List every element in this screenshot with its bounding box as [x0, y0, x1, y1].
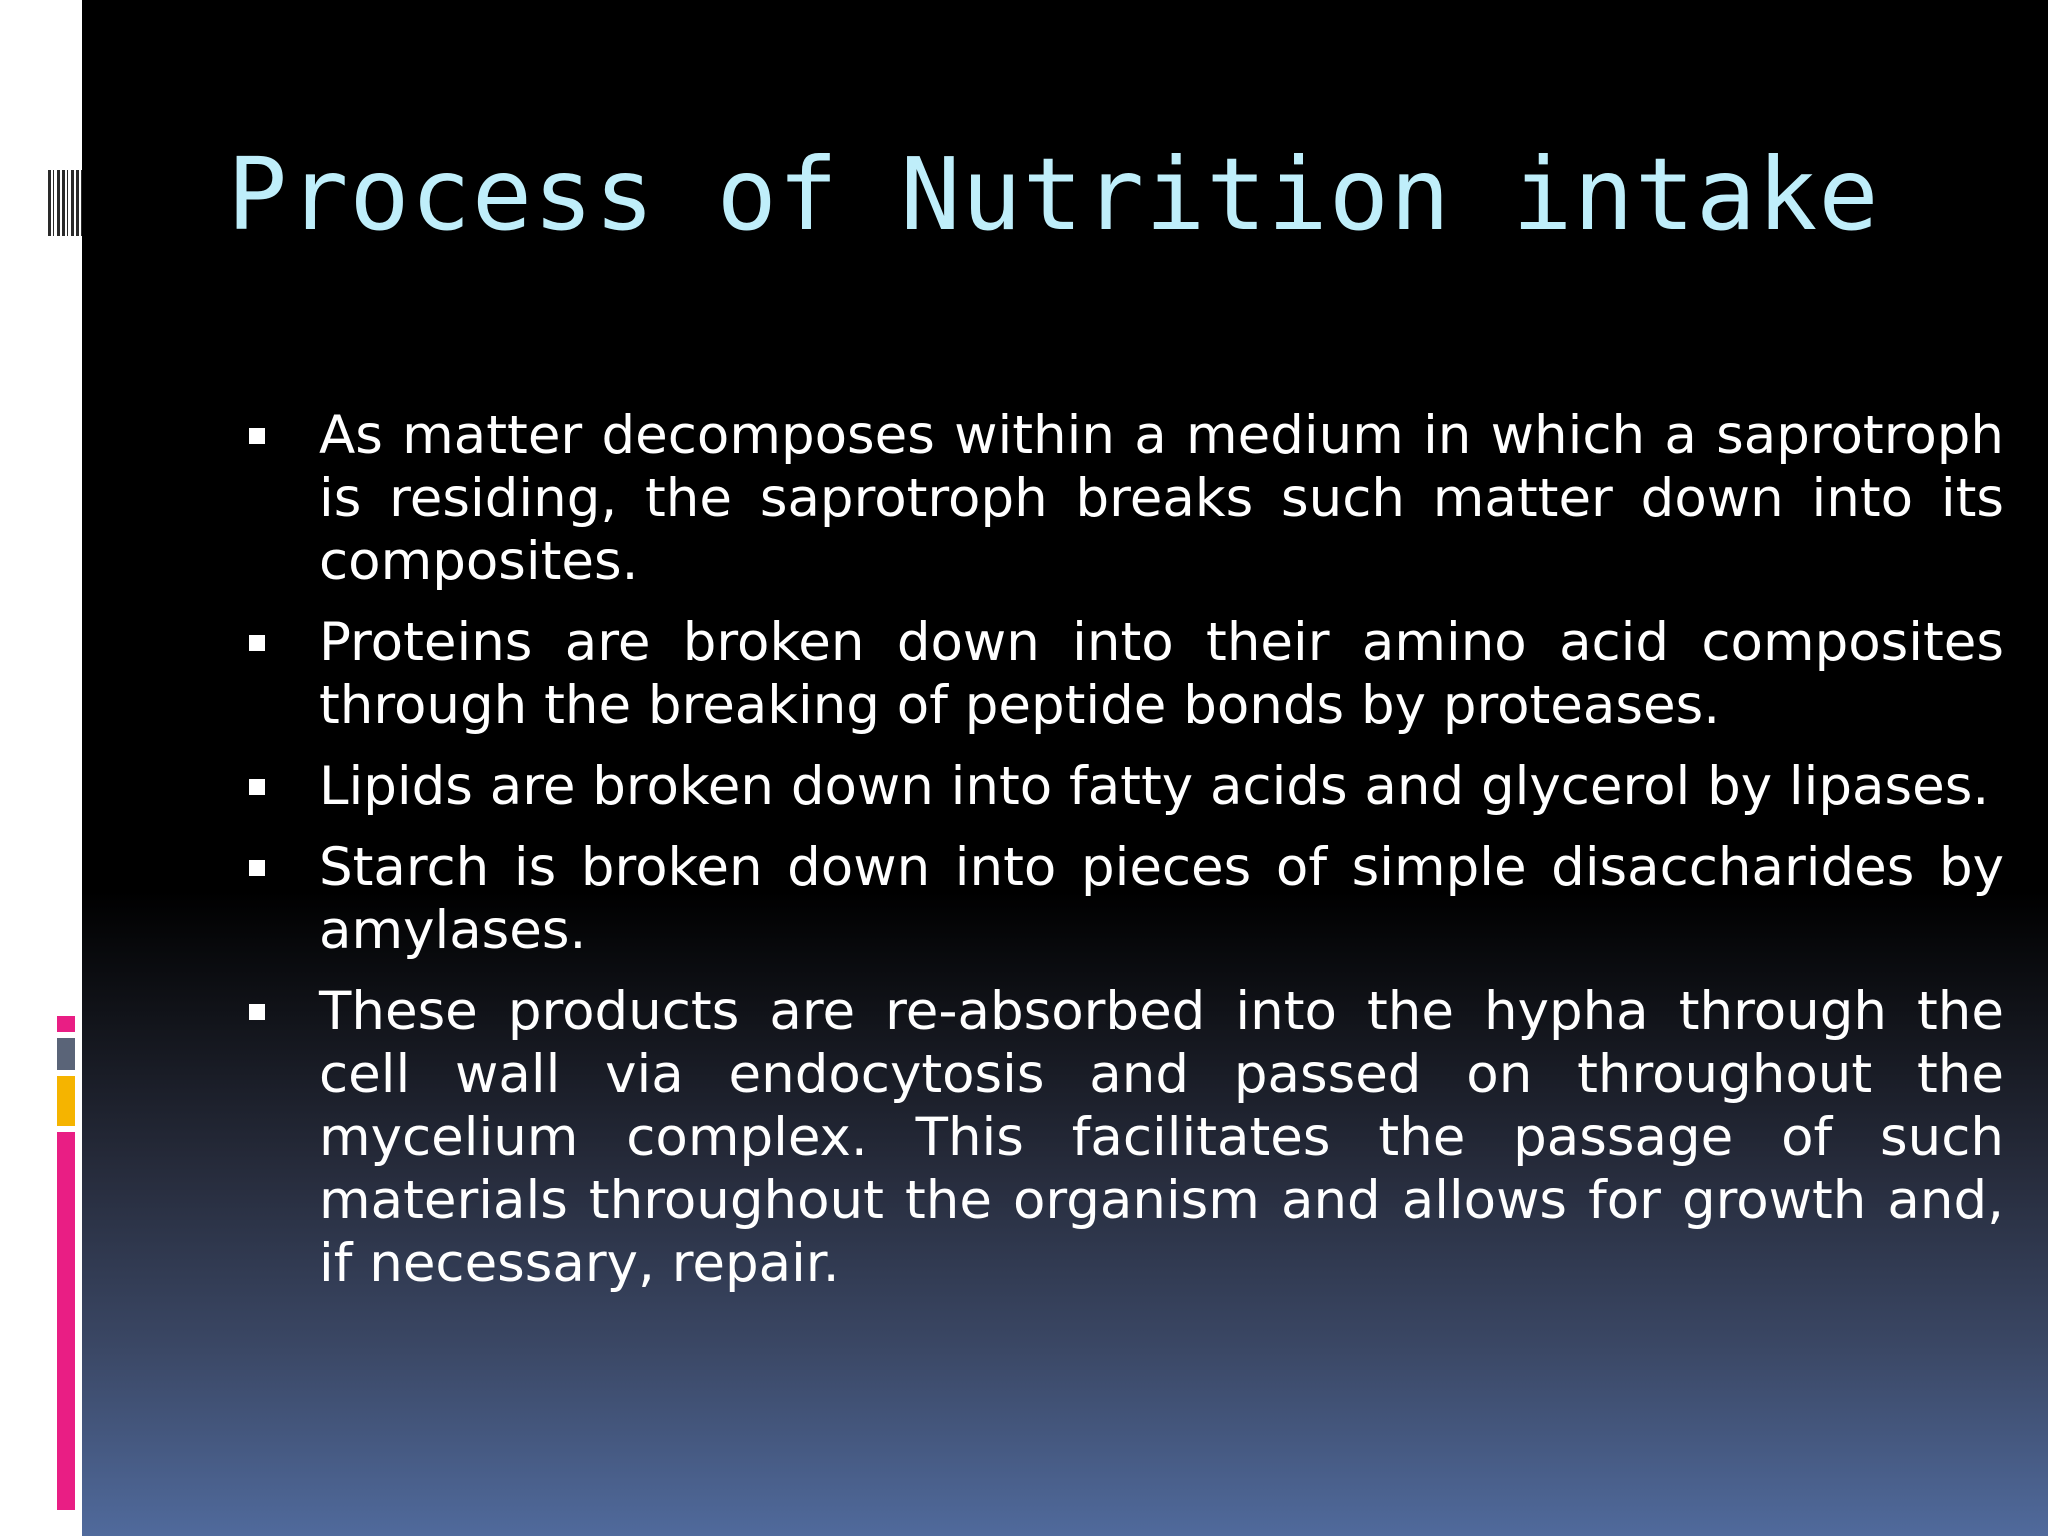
bullet-item: [319, 611, 2004, 737]
accent-bar-pink: [57, 1132, 75, 1510]
square-bullet-icon: [249, 1004, 265, 1020]
barcode-icon: [48, 170, 82, 236]
bullet-text: Lipids are broken down into fatty acids and glycerol by lipases.: [319, 756, 1990, 817]
bullet-list: [319, 404, 2004, 1313]
square-bullet-icon: [249, 635, 265, 651]
bullet-text: Proteins are broken down into their amino acid composites through the breaking of peptide bonds by proteases.: [319, 612, 2004, 736]
square-bullet-icon: [249, 860, 265, 876]
accent-bar-yellow: [57, 1076, 75, 1126]
bullet-text: Starch is broken down into pieces of simple disaccharides by amylases.: [319, 837, 2004, 961]
bullet-text: These products are re-absorbed into the hypha through the cell wall via endocytosis and passed on throughout the mycelium complex. This facilitates the passage of such materials throughout the organism and allows for growth and, if necessary, repair.: [319, 981, 2004, 1294]
accent-bar-gray: [57, 1038, 75, 1070]
left-decorative-strip: [0, 0, 82, 1536]
accent-bar-pink-top: [57, 1016, 75, 1032]
bullet-text: As matter decomposes within a medium in which a saprotroph is residing, the saprotroph breaks such matter down into its composites.: [319, 405, 2004, 592]
square-bullet-icon: [249, 428, 265, 444]
square-bullet-icon: [249, 779, 265, 795]
bullet-item: [319, 836, 2004, 962]
slide-content: [82, 0, 2048, 1536]
bullet-item: [319, 404, 2004, 593]
bullet-item: [319, 755, 2004, 818]
slide-title: Process of Nutrition intake: [227, 136, 1880, 253]
bullet-item: [319, 980, 2004, 1295]
